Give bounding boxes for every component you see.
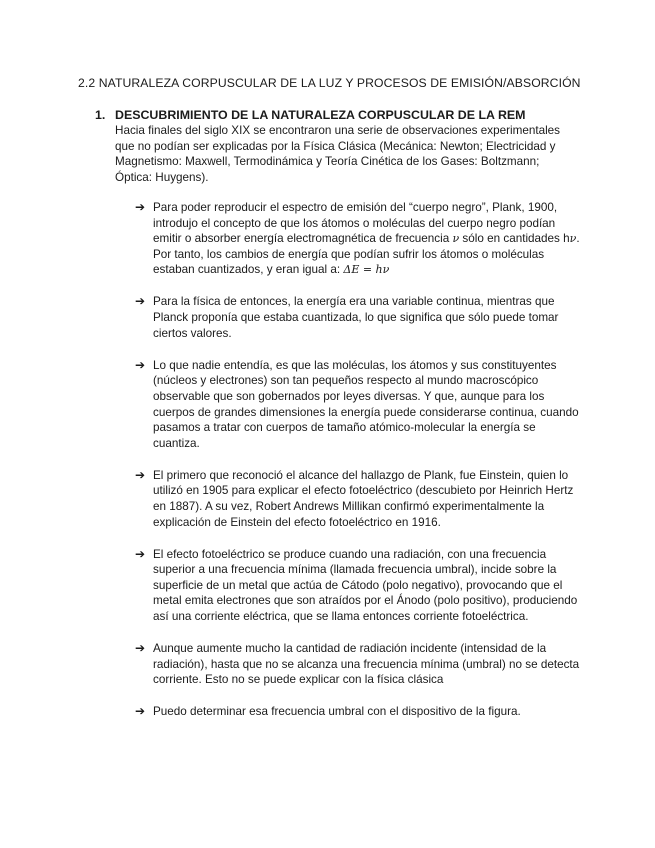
energy-formula: ΔE = hν	[343, 263, 390, 277]
arrow-icon: ➔	[135, 641, 146, 656]
list-item	[135, 704, 580, 720]
nu-symbol: ν	[452, 232, 460, 246]
bullet-list	[135, 200, 580, 737]
list-item-text: El primero que reconoció el alcance del hallazgo de Plank, fue Einstein, quien lo utilizó en 1905 para explicar el efecto fotoeléctrico (descubieto por Heinrich Hertz en 1887). A su vez, Robert Andrews Millikan confirmó experimentalmente la explicación de Einstein del efecto fotoeléctrico en 1916.	[153, 468, 574, 529]
list-item	[135, 468, 580, 530]
arrow-icon: ➔	[135, 294, 146, 309]
text-part: sólo en cantidades h	[459, 232, 570, 246]
section-1	[95, 107, 575, 197]
list-item-text: Aunque aumente mucho la cantidad de radiación incidente (intensidad de la radiación), hasta que no se alcanza una frecuencia mínima (umbral) no se detecta corriente. Esto no se puede explicar con la física clásica	[153, 642, 580, 687]
list-item	[135, 294, 580, 341]
list-item	[135, 547, 580, 625]
section-intro: Hacia finales del siglo XIX se encontraron una serie de observaciones experimentales que no podían ser explicadas por la Física Clásica (Mecánica: Newton; Electricidad y Magnetismo: Maxwell, Termodinámica y Teoría Cinética de los Gases: Boltzmann; Óptica: Huygens).	[115, 124, 561, 184]
list-item	[135, 641, 580, 688]
section-number: 1.	[95, 108, 106, 122]
arrow-icon: ➔	[135, 357, 146, 372]
list-item-text: Lo que nadie entendía, es que las moléculas, los átomos y sus constituyentes (núcleos y electrones) son tan pequeños respecto al mundo macroscópico observable que son gobernados por leyes diversas. Y que, aunque para los cuerpos de grandes dimensiones la energía puede considerarse continua, cuando pasamos a tratar con cuerpos de tamaño atómico-molecular la energía se cuantiza.	[153, 358, 579, 450]
arrow-icon: ➔	[135, 200, 146, 214]
arrow-icon: ➔	[135, 467, 146, 482]
text-part: Para poder reproducir el espectro de emisión del “cuerpo negro”, Plank, 1900, introdujo el concepto de que los átomos o moléculas del cuerpo negro podían emitir o absorber energía electromagnética de frecuencia	[153, 201, 558, 246]
list-item	[135, 358, 580, 452]
list-item-text: El efecto fotoeléctrico se produce cuando una radiación, con una frecuencia superior a una frecuencia mínima (llamada frecuencia umbral), incide sobre la superficie de un metal que actúa de Cátodo (polo negativo), provocando que el metal emita electrones que son atraídos por el Ánodo (polo positivo), produciendo así una corriente eléctrica, que se llama entonces corriente fotoeléctrica.	[153, 547, 578, 624]
page-title: 2.2 NATURALEZA CORPUSCULAR DE LA LUZ Y PROCESOS DE EMISIÓN/ABSORCIÓN	[78, 76, 581, 90]
list-item-text: Para la física de entonces, la energía era una variable continua, mientras que Planck proponía que estaba cuantizada, lo que significa que sólo puede tomar ciertos valores.	[153, 295, 559, 340]
arrow-icon: ➔	[135, 704, 146, 719]
arrow-icon: ➔	[135, 546, 146, 561]
list-item-text: Puedo determinar esa frecuencia umbral con el dispositivo de la figura.	[153, 705, 521, 719]
list-item-text	[153, 200, 580, 278]
section-heading-text: DESCUBRIMIENTO DE LA NATURALEZA CORPUSCULAR DE LA REM	[115, 108, 526, 122]
text-part: . Por tanto, los cambios de energía que podían sufrir los átomos o moléculas estaban cuantizados, y eran igual a:	[153, 232, 580, 277]
list-item	[135, 200, 580, 278]
section-heading	[95, 107, 575, 123]
nu-symbol: ν	[569, 232, 577, 246]
